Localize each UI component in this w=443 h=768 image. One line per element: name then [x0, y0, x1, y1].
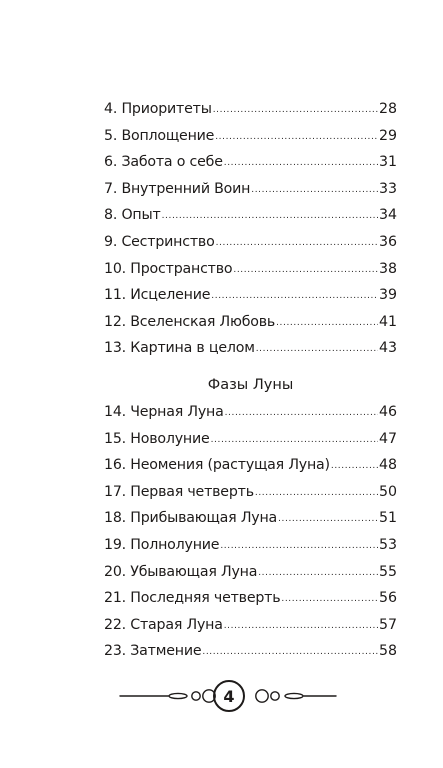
toc-entry-title: 19. Полнолуние — [104, 536, 220, 553]
toc-entry[interactable] — [104, 479, 397, 506]
dot-leader — [211, 283, 378, 310]
dot-leader — [278, 506, 378, 533]
toc-entry[interactable] — [104, 452, 397, 479]
toc-entry-title: 16. Неомения (растущая Луна) — [104, 457, 330, 474]
toc-entry-title: 21. Последняя четверть — [104, 590, 281, 607]
toc-entry[interactable] — [104, 202, 397, 229]
dot-leader — [255, 480, 378, 507]
toc-entry-page: 50 — [378, 483, 397, 500]
dot-leader — [220, 533, 378, 560]
dot-leader — [202, 639, 378, 666]
toc-entry-page: 31 — [378, 154, 397, 171]
dot-leader — [251, 177, 378, 204]
section-heading: Фазы Луны — [207, 376, 294, 393]
toc-entry-title: 14. Черная Луна — [104, 403, 224, 420]
toc-entry-title: 11. Исцеление — [104, 287, 211, 304]
dot-leader — [331, 453, 378, 480]
dot-leader — [281, 586, 378, 613]
toc-entry[interactable] — [104, 505, 397, 532]
toc-entry[interactable] — [104, 176, 397, 203]
toc-entry[interactable] — [104, 399, 397, 426]
toc-entry[interactable] — [104, 282, 397, 309]
toc-entry-page: 28 — [378, 101, 397, 117]
table-of-contents — [104, 96, 397, 665]
toc-entry[interactable] — [104, 335, 397, 362]
toc-entry-title: 17. Первая четверть — [104, 483, 254, 500]
toc-entry[interactable] — [104, 123, 397, 150]
toc-entry[interactable] — [104, 532, 397, 559]
toc-entry-page: 48 — [378, 457, 397, 474]
toc-entry-page: 47 — [378, 430, 397, 447]
toc-entry-title: 10. Пространство — [104, 260, 233, 277]
toc-entry-title: 7. Внутренний Воин — [104, 180, 251, 197]
toc-entry-page: 43 — [378, 340, 397, 357]
toc-entry-title: 13. Картина в целом — [104, 340, 255, 357]
toc-entry-page: 51 — [378, 510, 397, 527]
dot-leader — [162, 203, 378, 230]
dot-leader — [225, 400, 378, 427]
toc-entry-title: 8. Опыт — [104, 207, 161, 224]
dot-leader — [224, 613, 378, 640]
toc-entry-title: 5. Воплощение — [104, 127, 215, 144]
toc-entry-page: 58 — [378, 643, 397, 660]
toc-entry[interactable] — [104, 638, 397, 665]
dot-leader — [258, 560, 378, 587]
toc-entry-page: 33 — [378, 180, 397, 197]
toc-entry[interactable] — [104, 149, 397, 176]
toc-entry-title: 6. Забота о себе — [104, 154, 223, 171]
toc-entry[interactable] — [104, 309, 397, 336]
toc-entry[interactable] — [104, 426, 397, 453]
toc-entry[interactable] — [104, 612, 397, 639]
toc-entry-page: 57 — [378, 616, 397, 633]
toc-entry-page: 39 — [378, 287, 397, 304]
toc-entry[interactable] — [104, 585, 397, 612]
dot-leader — [276, 310, 378, 337]
dot-leader — [256, 336, 378, 363]
dot-leader — [213, 97, 378, 124]
dot-leader — [233, 257, 378, 284]
toc-entry-page: 55 — [378, 563, 397, 580]
toc-entry[interactable] — [104, 229, 397, 256]
dot-leader — [211, 427, 378, 454]
toc-entry-page: 38 — [378, 260, 397, 277]
toc-entry-page: 46 — [378, 403, 397, 420]
toc-entry-page: 36 — [378, 233, 397, 250]
toc-entry-page: 41 — [378, 313, 397, 330]
toc-entry-title: 12. Вселенская Любовь — [104, 313, 276, 330]
page-number: 4 — [223, 687, 235, 706]
toc-entry-title: 4. Приоритеты — [104, 101, 212, 117]
toc-entry-title: 22. Старая Луна — [104, 616, 223, 633]
toc-entry[interactable] — [104, 256, 397, 283]
toc-entry-title: 15. Новолуние — [104, 430, 210, 447]
toc-entry[interactable] — [104, 96, 397, 123]
toc-entry-page: 29 — [378, 127, 397, 144]
toc-entry-page: 34 — [378, 207, 397, 224]
toc-entry-title: 18. Прибывающая Луна — [104, 510, 278, 527]
toc-entry[interactable] — [104, 559, 397, 586]
dot-leader — [215, 124, 378, 151]
dot-leader — [216, 230, 378, 257]
toc-entry-title: 9. Сестринство — [104, 233, 215, 250]
toc-entry-page: 53 — [378, 536, 397, 553]
toc-entry-page: 56 — [378, 590, 397, 607]
toc-entry-title: 20. Убывающая Луна — [104, 563, 258, 580]
toc-entry-title: 23. Затмение — [104, 643, 202, 660]
dot-leader — [224, 150, 378, 177]
